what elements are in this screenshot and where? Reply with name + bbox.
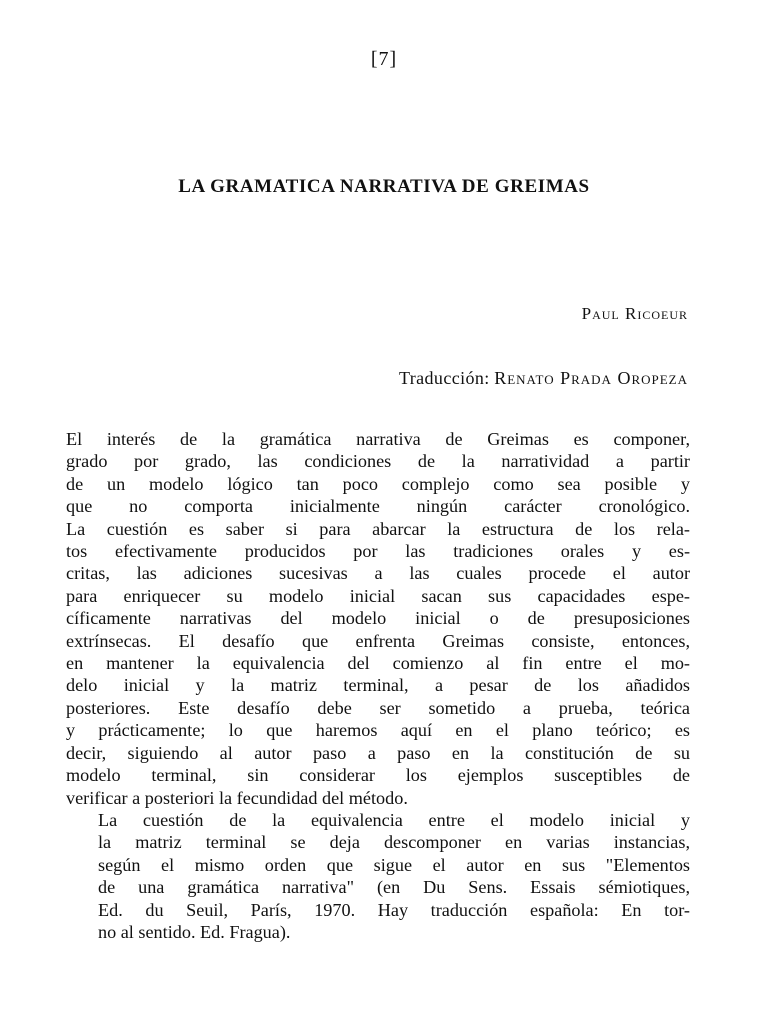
- text-line: de una gramática narrativa" (en Du Sens. Essais sémiotiques,: [98, 877, 690, 898]
- text-line: verificar a posteriori la fecundidad del método.: [66, 787, 408, 808]
- translation-credit: [399, 368, 688, 389]
- text-line: La cuestión es saber si para abarcar la estructura de los rela-: [66, 518, 690, 539]
- text-line: Ed. du Seuil, París, 1970. Hay traducción española: En tor-: [98, 899, 690, 920]
- text-line: de un modelo lógico tan poco complejo como sea posible y: [66, 473, 690, 494]
- translator-name: Renato Prada Oropeza: [494, 368, 688, 388]
- text-line: delo inicial y la matriz terminal, a pesar de los añadidos: [66, 675, 690, 696]
- text-line: posteriores. Este desafío debe ser sometido a prueba, teórica: [66, 697, 690, 718]
- paragraph: [66, 809, 690, 943]
- paragraph: [66, 428, 690, 809]
- text-line: y prácticamente; lo que haremos aquí en el plano teórico; es: [66, 720, 690, 741]
- text-line: en mantener la equivalencia del comienzo al fin entre el mo-: [66, 653, 690, 674]
- page-number: [7]: [370, 48, 398, 70]
- text-line: tos efectivamente producidos por las tradiciones orales y es-: [66, 541, 690, 562]
- text-line: critas, las adiciones sucesivas a las cuales procede el autor: [66, 563, 690, 584]
- text-line: extrínsecas. El desafío que enfrenta Greimas consiste, entonces,: [66, 630, 690, 651]
- article-title: LA GRAMATICA NARRATIVA DE GREIMAS: [178, 176, 590, 197]
- body-text: [66, 428, 690, 943]
- text-line: cíficamente narrativas del modelo inicial o de presuposiciones: [66, 608, 690, 629]
- author-name: Paul Ricoeur: [581, 304, 688, 323]
- text-line: no al sentido. Ed. Fragua).: [98, 921, 291, 942]
- text-line: que no comporta inicialmente ningún carácter cronológico.: [66, 496, 690, 517]
- text-line: grado por grado, las condiciones de la narratividad a partir: [66, 451, 690, 472]
- text-line: según el mismo orden que sigue el autor en sus "Elementos: [98, 854, 690, 875]
- translation-label: Traducción:: [398, 368, 490, 388]
- text-line: modelo terminal, sin considerar los ejemplos susceptibles de: [66, 765, 690, 786]
- text-line: El interés de la gramática narrativa de Greimas es componer,: [66, 429, 690, 449]
- text-line: la matriz terminal se deja descomponer en varias instancias,: [98, 832, 690, 853]
- text-line: La cuestión de la equivalencia entre el modelo inicial y: [98, 809, 690, 830]
- text-line: para enriquecer su modelo inicial sacan sus capacidades espe-: [66, 585, 690, 606]
- text-line: decir, siguiendo al autor paso a paso en la constitución de su: [66, 742, 690, 763]
